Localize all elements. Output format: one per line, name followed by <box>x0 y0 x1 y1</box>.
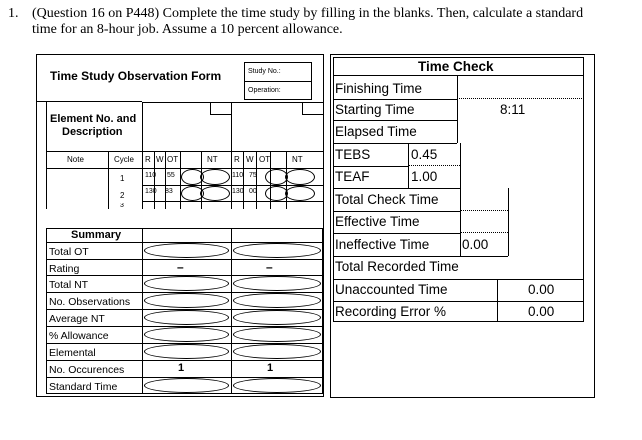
tebs-value: 0.45 <box>411 147 438 162</box>
row2-e2-w: 00 <box>249 188 257 195</box>
e2-col-r: R <box>234 155 240 164</box>
e1-observations-blank[interactable] <box>144 293 229 308</box>
question-text-line2: time for an 8-hour job. Assume a 10 percent allowance. <box>32 22 343 37</box>
starting-time-label: Starting Time <box>335 102 415 117</box>
e1-col-w: W <box>156 155 164 164</box>
summary-no-occurences: No. Occurences <box>49 364 125 376</box>
row2-e2-r: 130 <box>232 188 244 195</box>
e2-total-ot-blank[interactable] <box>233 243 321 258</box>
e1-average-nt-blank[interactable] <box>144 310 229 325</box>
e2-allowance-blank[interactable] <box>233 327 321 342</box>
summary-total-nt: Total NT <box>49 279 89 291</box>
e1-occurences-value: 1 <box>178 362 185 374</box>
e1-total-ot-blank[interactable] <box>144 243 229 258</box>
summary-title: Summary <box>71 229 122 241</box>
total-recorded-time-label: Total Recorded Time <box>335 259 459 274</box>
e2-elemental-blank[interactable] <box>233 344 321 359</box>
recording-error-value: 0.00 <box>528 304 555 319</box>
starting-time-value: 8:11 <box>500 102 526 117</box>
e2-observations-blank[interactable] <box>233 293 321 308</box>
element-label-line1: Element No. and <box>50 113 137 125</box>
ineffective-time-value: 0.00 <box>462 237 489 252</box>
summary-rating: Rating <box>49 263 80 275</box>
row1-e2-r: 110 <box>232 172 244 179</box>
e1-standard-time-blank[interactable] <box>144 378 229 393</box>
e1-allowance-blank[interactable] <box>144 327 229 342</box>
element-label-line2: Description <box>62 126 123 138</box>
elapsed-time-label: Elapsed Time <box>335 124 417 139</box>
e2-col-nt: NT <box>292 155 303 164</box>
teaf-value: 1.00 <box>411 169 438 184</box>
e2-col-ot: OT <box>259 155 271 164</box>
question-text-line1: (Question 16 on P448) Complete the time study by filling in the blanks. Then, calculate a standard <box>32 6 584 21</box>
operation-label: Operation: <box>248 87 281 94</box>
row1-e1-w: 55 <box>167 172 175 179</box>
summary-no-observations: No. Observations <box>49 296 131 308</box>
teaf-label: TEAF <box>335 169 370 184</box>
row1-e1-r: 110 <box>145 172 157 179</box>
e2-col-w: W <box>246 155 254 164</box>
effective-time-label: Effective Time <box>335 214 420 229</box>
finishing-time-label: Finishing Time <box>335 81 423 96</box>
total-check-time-label: Total Check Time <box>335 192 439 207</box>
question-number: 1. <box>8 6 19 21</box>
time-check-title: Time Check <box>418 59 494 74</box>
form-title: Time Study Observation Form <box>50 69 222 83</box>
summary-standard-time: Standard Time <box>49 381 118 393</box>
e1-col-nt: NT <box>207 155 218 164</box>
note-header: Note <box>67 155 84 164</box>
row2-e2-nt-blank[interactable] <box>285 186 315 201</box>
study-no-label: Study No.: <box>248 68 281 75</box>
tebs-label: TEBS <box>335 147 371 162</box>
recording-error-label: Recording Error % <box>335 304 447 319</box>
e2-occurences-value: 1 <box>267 362 274 374</box>
row3-cycle-partial: 3 <box>120 203 124 208</box>
summary-average-nt: Average NT <box>49 313 105 325</box>
row2-e1-r: 130 <box>145 188 157 195</box>
e1-col-r: R <box>145 155 151 164</box>
summary-elemental: Elemental <box>49 347 96 359</box>
row1-cycle: 1 <box>120 174 125 183</box>
e1-total-nt-blank[interactable] <box>144 276 229 291</box>
e2-average-nt-blank[interactable] <box>233 310 321 325</box>
row1-e2-w: 75 <box>249 172 257 179</box>
unaccounted-time-value: 0.00 <box>528 282 555 297</box>
row1-e2-nt-blank[interactable] <box>285 169 315 185</box>
e2-standard-time-blank[interactable] <box>233 378 321 393</box>
row2-e1-nt-blank[interactable] <box>200 186 230 201</box>
e2-rating-value: – <box>266 260 273 274</box>
e1-elemental-blank[interactable] <box>144 344 229 359</box>
row2-e1-w: 83 <box>165 188 173 195</box>
e1-col-ot: OT <box>167 155 179 164</box>
summary-total-ot: Total OT <box>49 246 89 258</box>
cycle-header: Cycle <box>114 155 135 164</box>
row1-e1-nt-blank[interactable] <box>200 169 230 185</box>
row2-cycle: 2 <box>120 191 125 200</box>
e1-rating-value: – <box>177 260 184 274</box>
ineffective-time-label: Ineffective Time <box>335 237 430 252</box>
unaccounted-time-label: Unaccounted Time <box>335 282 448 297</box>
summary-allowance: % Allowance <box>49 330 109 342</box>
e2-total-nt-blank[interactable] <box>233 276 321 291</box>
